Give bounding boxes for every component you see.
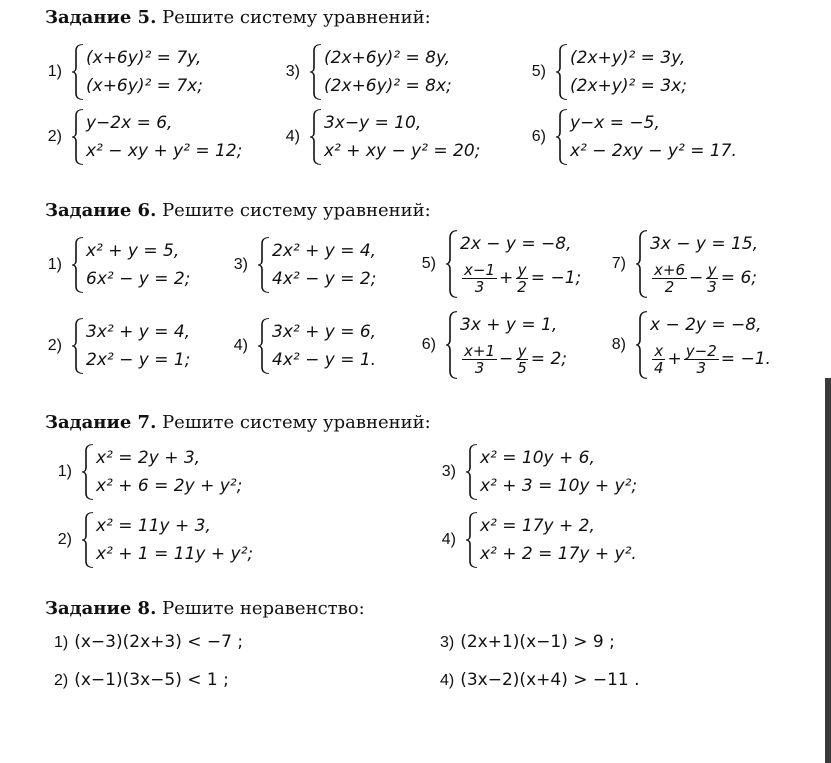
equation-line: x − 2y = −8, (650, 315, 762, 335)
equation-line: x² = 11y + 3, (96, 516, 211, 536)
brace-icon (258, 318, 270, 374)
equation-line: 2x² − y = 1; (86, 350, 191, 370)
task8-inequality-1 (54, 632, 243, 652)
equation-line-fraction: $\frac{x+1}{3}$ − $\frac{y}{5}$ = 2; (464, 341, 567, 377)
task5-system-1 (36, 44, 203, 100)
equation-line: 2x² + y = 4, (272, 241, 377, 261)
equation-line: x² − xy + y² = 12; (86, 141, 243, 161)
task6-system-8 (600, 311, 771, 379)
brace-icon (466, 444, 478, 500)
task8-inequality-3 (440, 632, 615, 652)
equation-line: x² − 2xy − y² = 17. (570, 141, 737, 161)
fraction: $\frac{y}{5}$ (517, 341, 527, 377)
equation-line: (2x+6y)² = 8x; (324, 76, 452, 96)
equation-line: x² + 2 = 17y + y². (480, 544, 637, 564)
task8-number: Задание 8. (45, 598, 157, 619)
equation-line: x² + y = 5, (86, 241, 180, 261)
task5-system-6 (520, 109, 737, 165)
equation-line: x² = 17y + 2, (480, 516, 595, 536)
equation-line: 3x − y = 15, (650, 234, 759, 254)
brace-icon (556, 44, 568, 100)
brace-icon (72, 318, 84, 374)
task6-system-2 (36, 318, 190, 374)
task7-number: Задание 7. (45, 412, 157, 433)
task8-inequality-4 (440, 670, 640, 690)
item-number: 3) (233, 256, 248, 273)
equation-line: 3x² + y = 4, (86, 322, 191, 342)
fraction: $\frac{x+6}{2}$ (654, 260, 685, 296)
fraction: $\frac{x+1}{3}$ (464, 341, 495, 377)
task6-number: Задание 6. (45, 200, 157, 221)
equation-line: x² + 1 = 11y + y²; (96, 544, 254, 564)
brace-icon (82, 512, 94, 568)
brace-icon (72, 44, 84, 100)
fraction: $\frac{y}{2}$ (517, 260, 527, 296)
brace-icon (72, 109, 84, 165)
inequality-text: (x−3)(2x+3) < −7 ; (74, 632, 244, 652)
item-number: 2) (47, 128, 62, 145)
equation-line-fraction: $\frac{x-1}{3}$ + $\frac{y}{2}$ = −1; (464, 260, 582, 296)
equation-line: x² + xy − y² = 20; (324, 141, 481, 161)
brace-icon (466, 512, 478, 568)
equation-line: (x+6y)² = 7x; (86, 76, 203, 96)
item-number: 6) (531, 128, 546, 145)
equation-line: x² = 2y + 3, (96, 448, 201, 468)
scrollbar[interactable] (825, 378, 831, 763)
task5-number: Задание 5. (45, 7, 157, 28)
item-number: 8) (611, 336, 626, 353)
item-number: 1) (47, 63, 62, 80)
task5-system-3 (274, 44, 452, 100)
item-number: 4) (440, 672, 455, 689)
inequality-text: (x−1)(3x−5) < 1 ; (74, 670, 229, 690)
item-number: 2) (54, 672, 69, 689)
item-number: 2) (57, 531, 72, 548)
equation-line: x² + 6 = 2y + y²; (96, 476, 243, 496)
task5-instruction: Решите систему уравнений: (156, 7, 431, 28)
task5-system-5 (520, 44, 687, 100)
equation-line-fraction: $\frac{x+6}{2}$ − $\frac{y}{3}$ = 6; (654, 260, 757, 296)
equation-line: 4x² − y = 1. (272, 350, 377, 370)
item-number: 2) (47, 337, 62, 354)
item-number: 3) (441, 463, 456, 480)
brace-icon (636, 230, 648, 298)
task8-inequality-2 (54, 670, 229, 690)
item-number: 1) (57, 463, 72, 480)
task6-system-3 (222, 237, 376, 293)
task7-system-3 (430, 444, 637, 500)
task6-system-7 (600, 230, 758, 298)
item-number: 5) (531, 63, 546, 80)
brace-icon (556, 109, 568, 165)
item-number: 4) (285, 128, 300, 145)
item-number: 1) (54, 634, 69, 651)
inequality-text: (2x+1)(x−1) > 9 ; (460, 632, 615, 652)
task6-title (45, 200, 431, 221)
equation-line: (x+6y)² = 7y, (86, 48, 202, 68)
item-number: 3) (285, 63, 300, 80)
equation-line: 6x² − y = 2; (86, 269, 191, 289)
brace-icon (72, 237, 84, 293)
task5-system-4 (274, 109, 480, 165)
brace-icon (310, 109, 322, 165)
equation-line: (2x+y)² = 3x; (570, 76, 687, 96)
task5-system-2 (36, 109, 242, 165)
task8-title (45, 598, 365, 619)
task6-system-1 (36, 237, 190, 293)
brace-icon (310, 44, 322, 100)
item-number: 4) (441, 531, 456, 548)
task7-system-1 (46, 444, 242, 500)
task7-title (45, 412, 431, 433)
equation-line: (2x+y)² = 3y, (570, 48, 686, 68)
equation-line: 3x² + y = 6, (272, 322, 377, 342)
task6-instruction: Решите систему уравнений: (156, 200, 431, 221)
equation-line: 3x−y = 10, (324, 113, 422, 133)
fraction: $\frac{y-2}{3}$ (685, 341, 717, 377)
task7-instruction: Решите систему уравнений: (156, 412, 431, 433)
brace-icon (446, 311, 458, 379)
task7-system-2 (46, 512, 253, 568)
task5-title (45, 7, 431, 28)
task6-system-5 (410, 230, 581, 298)
task6-system-6 (410, 311, 567, 379)
equation-line-fraction: $\frac{x}{4}$ + $\frac{y-2}{3}$ = −1. (654, 341, 771, 377)
inequality-text: (3x−2)(x+4) > −11 . (460, 670, 640, 690)
item-number: 6) (421, 336, 436, 353)
brace-icon (446, 230, 458, 298)
task6-system-4 (222, 318, 376, 374)
equation-line: y−x = −5, (570, 113, 660, 133)
item-number: 3) (440, 634, 455, 651)
fraction: $\frac{x}{4}$ (654, 341, 664, 377)
item-number: 7) (611, 255, 626, 272)
brace-icon (258, 237, 270, 293)
equation-line: x² = 10y + 6, (480, 448, 595, 468)
brace-icon (82, 444, 94, 500)
equation-line: 2x − y = −8, (460, 234, 572, 254)
brace-icon (636, 311, 648, 379)
task8-instruction: Решите неравенство: (156, 598, 365, 619)
task7-system-4 (430, 512, 637, 568)
item-number: 4) (233, 337, 248, 354)
equation-line: 3x + y = 1, (460, 315, 558, 335)
equation-line: x² + 3 = 10y + y²; (480, 476, 638, 496)
item-number: 1) (47, 256, 62, 273)
equation-line: 4x² − y = 2; (272, 269, 377, 289)
equation-line: y−2x = 6, (86, 113, 173, 133)
fraction: $\frac{x-1}{3}$ (464, 260, 495, 296)
item-number: 5) (421, 255, 436, 272)
equation-line: (2x+6y)² = 8y, (324, 48, 451, 68)
fraction: $\frac{y}{3}$ (707, 260, 717, 296)
